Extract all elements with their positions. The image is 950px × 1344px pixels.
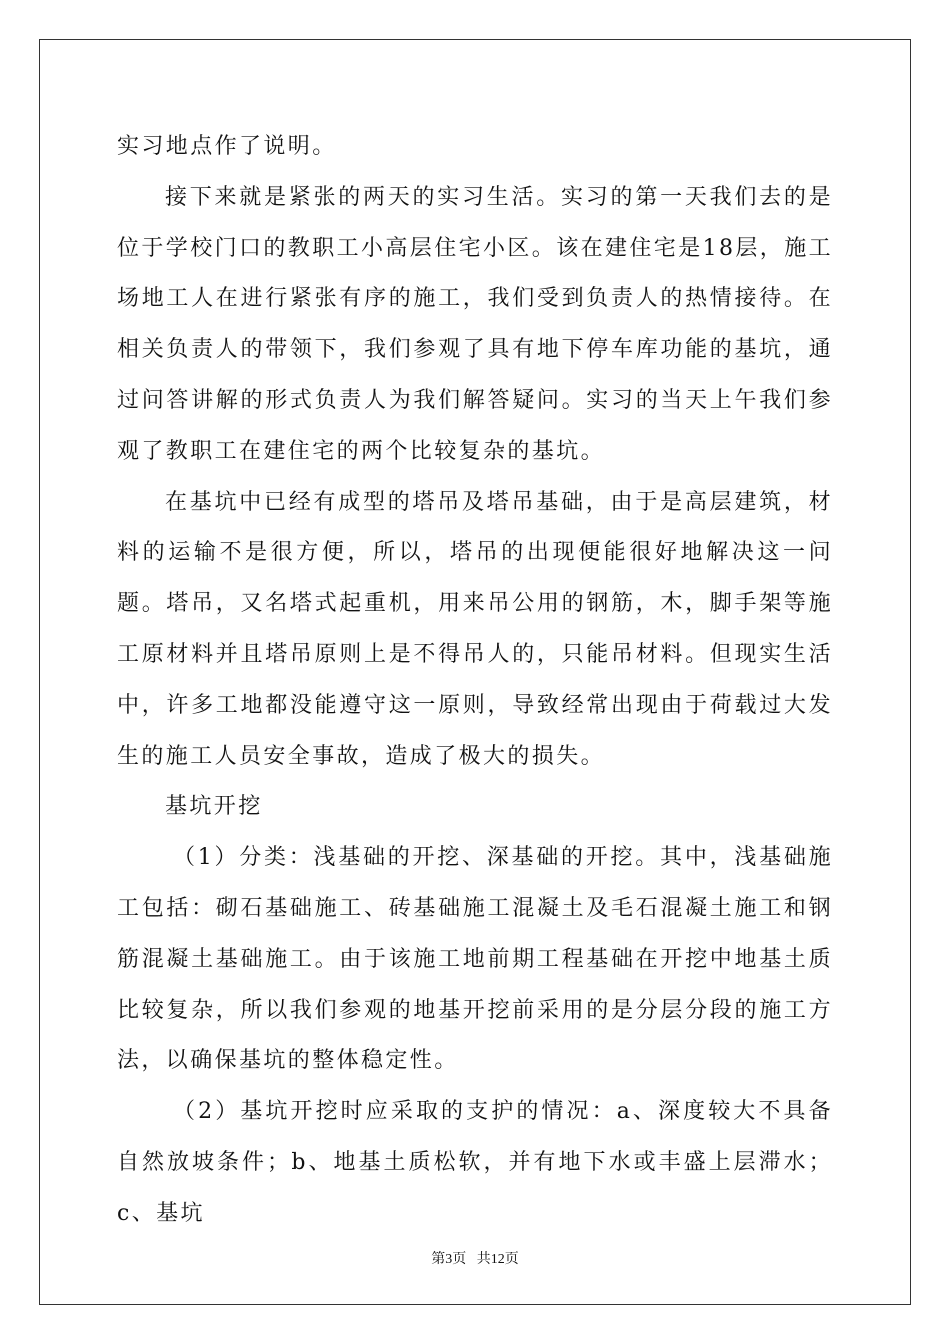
paragraph-continuation: 实习地点作了说明。 — [117, 134, 337, 159]
total-pages: 共12页 — [476, 1252, 519, 1267]
paragraph-classification: （1）分类：浅基础的开挖、深基础的开挖。其中，浅基础施工包括：砌石基础施工、砖基础施工混凝土及毛石混凝土施工和钢筋混凝土基础施工。由于该施工地前期工程基础在开挖中地基土质比较复杂，所以我们参观的地基开挖前采用的是分层分段的施工方法，以确保基坑的整体稳定性。 — [117, 845, 833, 1074]
page-number: 第3页 — [431, 1252, 467, 1267]
paragraph-support-conditions: （2）基坑开挖时应采取的支护的情况：a、深度较大不具备自然放坡条件；b、地基土质松软，并有地下水或丰盛上层滞水；c、基坑 — [117, 1099, 833, 1226]
paragraph-internship-visit: 接下来就是紧张的两天的实习生活。实习的第一天我们去的是位于学校门口的教职工小高层住宅小区。该在建住宅是18层，施工场地工人在进行紧张有序的施工，我们受到负责人的热情接待。在相关负责人的带领下，我们参观了具有地下停车库功能的基坑，通过问答讲解的形式负责人为我们解答疑问。实习的当天上午我们参观了教职工在建住宅的两个比较复杂的基坑。 — [117, 184, 833, 464]
document-body — [117, 122, 833, 1240]
paragraph-tower-crane: 在基坑中已经有成型的塔吊及塔吊基础，由于是高层建筑，材料的运输不是很方便，所以，塔吊的出现便能很好地解决这一问题。塔吊，又名塔式起重机，用来吊公用的钢筋，木，脚手架等施工原材料并且塔吊原则上是不得吊人的，只能吊材料。但现实生活中，许多工地都没能遵守这一原则，导致经常出现由于荷载过大发生的施工人员安全事故，造成了极大的损失。 — [117, 489, 833, 769]
page-footer — [0, 1248, 950, 1268]
section-heading-excavation: 基坑开挖 — [165, 794, 263, 820]
